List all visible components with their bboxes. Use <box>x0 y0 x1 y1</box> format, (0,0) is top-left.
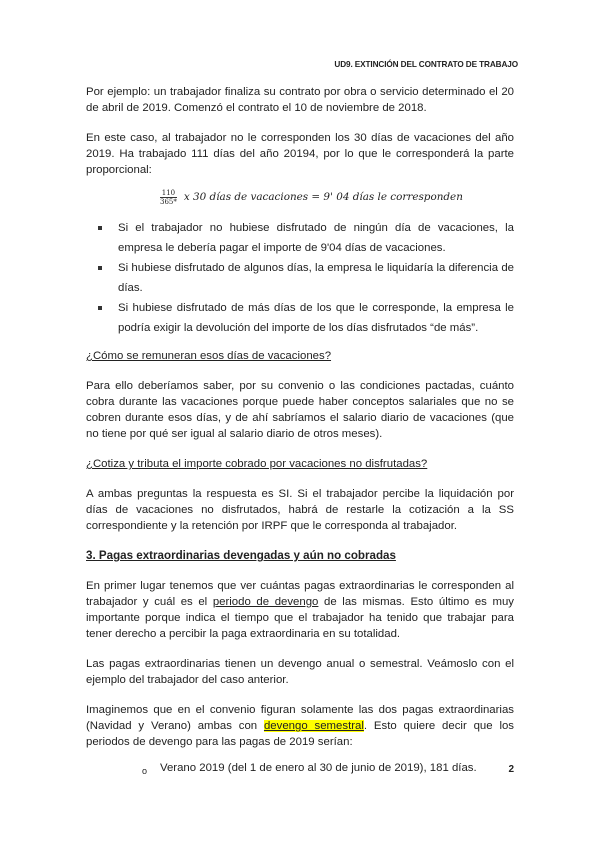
highlight-devengo-semestral: devengo semestral <box>263 720 364 732</box>
term-periodo-devengo: periodo de devengo <box>212 596 319 608</box>
page-number: 2 <box>508 764 514 775</box>
page-content <box>86 84 514 776</box>
list-item-text: Si hubiese disfrutado de algunos días, la empresa le liquidaría la diferencia de días. <box>118 262 514 294</box>
formula <box>158 182 514 212</box>
paragraph-convenio: Imaginemos que en el convenio figuran solamente las dos pagas extraordinarias (Navidad y Verano) ambas con devengo semestral. Esto quiere decir que los periodos de devengo para las pagas de 2019 serían: <box>86 704 515 748</box>
running-header: UD9. EXTINCIÓN DEL CONTRATO DE TRABAJO <box>334 60 518 69</box>
formula-expression: x 30 días de vacaciones = 9' 04 días le corresponden <box>183 191 463 203</box>
section-title: 3. Pagas extraordinarias devengadas y aún no cobradas <box>86 549 396 562</box>
paragraph-taxation: A ambas preguntas la respuesta es SI. Si el trabajador percibe la liquidación por días de vacaciones no disfrutados, habrá de restarle la cotización a la SS correspondiente y la retención por IRPF que le corresponda al trabajador. <box>86 488 514 532</box>
list-item <box>86 760 514 776</box>
paragraph-example: Por ejemplo: un trabajador finaliza su contrato por obra o servicio determinado el 20 de abril de 2019. Comenzó el contrato el 10 de noviembre de 2018. <box>86 86 514 114</box>
list-item <box>86 218 514 258</box>
formula-fraction <box>158 189 179 206</box>
list-item-text: Verano 2019 (del 1 de enero al 30 de junio de 2019), 181 días. <box>160 762 477 774</box>
bullet-square-icon <box>98 306 102 310</box>
bullet-square-icon <box>98 226 102 230</box>
bullet-circle-icon: o <box>142 766 148 776</box>
sub-list <box>86 760 514 776</box>
formula-denominator: 365* <box>160 197 177 206</box>
formula-numerator: 110 <box>161 188 176 197</box>
paragraph-devengo: En primer lugar tenemos que ver cuántas pagas extraordinarias le corresponden al trabajador y cuál es el periodo de devengo de las mismas. Esto último es muy importante porque indica el tiempo que el trabajador ha tenido que trabajar para tener derecho a percibir la paga extraordinaria en su totalidad. <box>86 580 514 640</box>
paragraph-pagas: Las pagas extraordinarias tienen un devengo anual o semestral. Veámoslo con el ejemplo del trabajador del caso anterior. <box>86 658 514 686</box>
bullet-list <box>86 218 514 338</box>
list-item-text: Si el trabajador no hubiese disfrutado de ningún día de vacaciones, la empresa le debería pagar el importe de 9'04 días de vacaciones. <box>118 222 514 254</box>
list-item <box>86 298 514 338</box>
bullet-square-icon <box>98 266 102 270</box>
list-item-text: Si hubiese disfrutado de más días de los que le corresponde, la empresa le podría exigir la devolución del importe de los días disfrutados “de más”. <box>118 302 514 334</box>
list-item <box>86 258 514 298</box>
question-taxation: ¿Cotiza y tributa el importe cobrado por vacaciones no disfrutadas? <box>86 458 428 470</box>
question-remuneration: ¿Cómo se remuneran esos días de vacaciones? <box>86 350 332 362</box>
paragraph-remuneration: Para ello deberíamos saber, por su convenio o las condiciones pactadas, cuánto cobra durante las vacaciones porque puede haber conceptos salariales que no se cobren durante esos días, y de ahí sabríamos el salario diario de vacaciones (que no tiene por qué ser igual al salario diario de otros meses). <box>86 380 514 440</box>
paragraph-case: En este caso, al trabajador no le corresponden los 30 días de vacaciones del año 2019. Ha trabajado 111 días del año 20194, por lo que le corresponderá la parte proporcional: <box>86 132 514 176</box>
